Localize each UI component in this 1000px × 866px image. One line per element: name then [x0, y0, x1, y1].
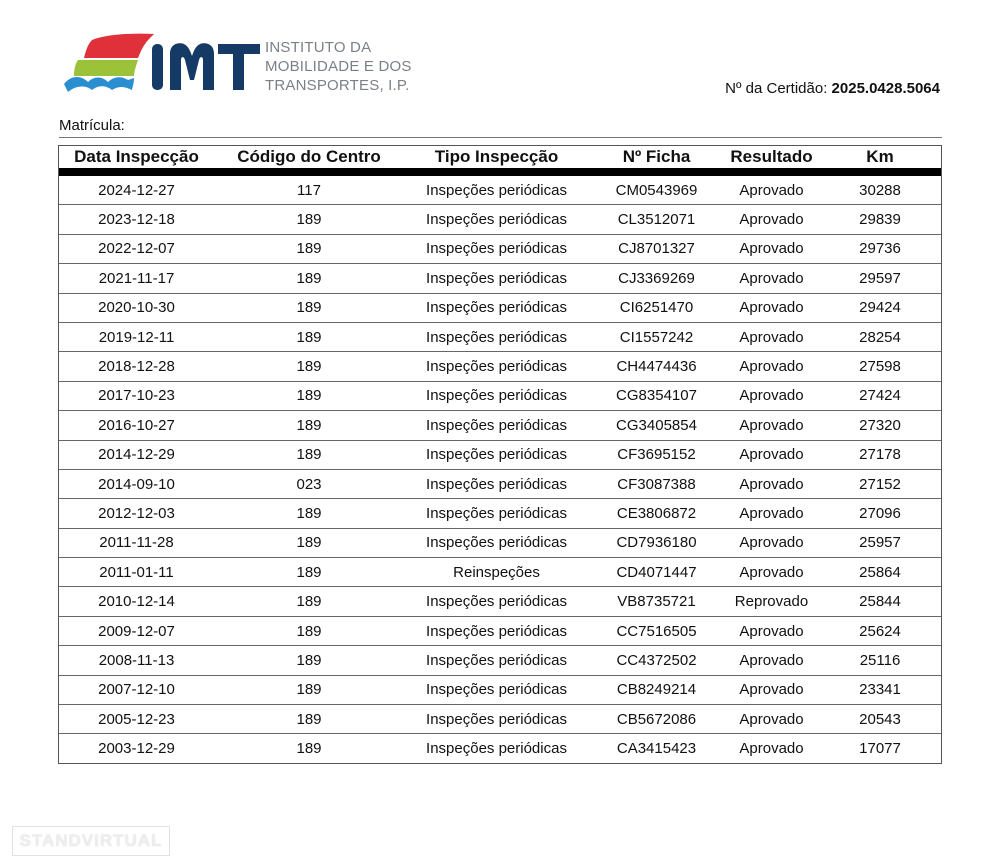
cell-sheet-number: CH4474436 [616, 358, 697, 376]
cell-result: Aprovado [739, 475, 804, 493]
cell-inspection-type: Inspeções periódicas [426, 475, 567, 493]
cell-inspection-type: Inspeções periódicas [426, 710, 567, 728]
table-row [59, 235, 941, 264]
cell-date: 2014-12-29 [98, 446, 175, 464]
cell-km: 29839 [859, 211, 901, 229]
table-row [59, 529, 941, 558]
cell-km: 29424 [859, 299, 901, 317]
cell-result: Aprovado [739, 622, 804, 640]
cell-result: Aprovado [739, 358, 804, 376]
cell-km: 27424 [859, 387, 901, 405]
column-header-date: Data Inspecção [74, 147, 199, 166]
plate-field [59, 117, 125, 134]
cell-inspection-type: Inspeções periódicas [426, 504, 567, 522]
cell-sheet-number: CJ8701327 [618, 240, 695, 258]
table-row [59, 205, 941, 234]
cell-center-code: 189 [296, 240, 322, 258]
cell-date: 2008-11-13 [98, 651, 175, 669]
cell-date: 2022-12-07 [98, 240, 175, 258]
cell-result: Aprovado [739, 681, 804, 699]
cell-inspection-type: Inspeções periódicas [426, 358, 567, 376]
cell-result: Aprovado [739, 211, 804, 229]
cell-inspection-type: Inspeções periódicas [426, 651, 567, 669]
cell-result: Aprovado [739, 328, 804, 346]
cell-date: 2009-12-07 [98, 622, 175, 640]
cell-date: 2005-12-23 [98, 710, 175, 728]
cell-km: 27178 [859, 446, 901, 464]
cell-sheet-number: VB8735721 [617, 593, 696, 611]
cell-center-code: 117 [297, 181, 321, 199]
cell-date: 2010-12-14 [98, 593, 175, 611]
cell-date: 2017-10-23 [98, 387, 175, 405]
cell-date: 2021-11-17 [98, 269, 175, 287]
cell-date: 2003-12-29 [98, 740, 175, 758]
cell-center-code: 189 [296, 710, 322, 728]
cell-date: 2011-01-11 [99, 563, 174, 581]
table-row [59, 323, 941, 352]
certificate-value: 2025.0428.5064 [831, 80, 940, 97]
cell-sheet-number: CJ3369269 [618, 269, 695, 287]
org-name-line: TRANSPORTES, I.P. [265, 77, 410, 94]
watermark: STANDVIRTUAL [12, 826, 170, 856]
column-header-km: Km [866, 147, 894, 166]
cell-km: 20543 [859, 710, 901, 728]
cell-date: 2018-12-28 [98, 358, 175, 376]
cell-km: 27320 [859, 416, 901, 434]
cell-sheet-number: CC7516505 [616, 622, 697, 640]
cell-km: 29736 [859, 240, 901, 258]
table-header [59, 146, 941, 176]
org-name-line: MOBILIDADE E DOS [265, 58, 412, 75]
inspection-table [58, 145, 942, 764]
column-header-sheet-number: Nº Ficha [622, 147, 691, 166]
cell-inspection-type: Inspeções periódicas [426, 181, 567, 199]
cell-inspection-type: Inspeções periódicas [426, 534, 567, 552]
cell-km: 27096 [859, 504, 901, 522]
cell-center-code: 189 [296, 416, 322, 434]
cell-inspection-type: Inspeções periódicas [426, 299, 567, 317]
cell-km: 27598 [859, 358, 901, 376]
cell-km: 30288 [859, 181, 901, 199]
org-name-line: INSTITUTO DA [265, 39, 372, 56]
table-row [59, 294, 941, 323]
cell-date: 2014-09-10 [98, 475, 175, 493]
table-row [59, 587, 941, 616]
cell-inspection-type: Reinspeções [453, 563, 540, 581]
cell-center-code: 189 [296, 681, 322, 699]
cell-result: Aprovado [739, 446, 804, 464]
cell-inspection-type: Inspeções periódicas [426, 446, 567, 464]
cell-sheet-number: CM0543969 [615, 181, 698, 199]
cell-result: Aprovado [739, 299, 804, 317]
column-header-result: Resultado [730, 147, 813, 166]
cell-center-code: 189 [296, 328, 322, 346]
table-row [59, 264, 941, 293]
table-body [59, 176, 941, 763]
cell-inspection-type: Inspeções periódicas [426, 240, 567, 258]
cell-result: Aprovado [739, 181, 804, 199]
cell-sheet-number: CC4372502 [616, 651, 697, 669]
cell-result: Aprovado [739, 534, 804, 552]
cell-sheet-number: CB8249214 [616, 681, 697, 699]
table-row [59, 734, 941, 762]
table-row [59, 499, 941, 528]
plate-label: Matrícula: [59, 117, 125, 134]
table-row [59, 617, 941, 646]
cell-km: 29597 [859, 269, 901, 287]
cell-km: 28254 [859, 328, 901, 346]
certificate-number [725, 80, 940, 97]
cell-inspection-type: Inspeções periódicas [426, 416, 567, 434]
cell-center-code: 189 [296, 358, 322, 376]
cell-result: Aprovado [739, 387, 804, 405]
cell-inspection-type: Inspeções periódicas [426, 387, 567, 405]
cell-inspection-type: Inspeções periódicas [426, 328, 567, 346]
cell-sheet-number: CD7936180 [616, 534, 697, 552]
cell-center-code: 189 [296, 504, 322, 522]
cell-center-code: 023 [296, 475, 322, 493]
column-header-inspection-type: Tipo Inspecção [434, 147, 559, 166]
cell-center-code: 189 [296, 299, 322, 317]
cell-km: 23341 [859, 681, 901, 699]
cell-result: Aprovado [739, 240, 804, 258]
table-row [59, 646, 941, 675]
table-row [59, 676, 941, 705]
cell-date: 2020-10-30 [98, 299, 175, 317]
cell-result: Aprovado [739, 269, 804, 287]
cell-center-code: 189 [296, 740, 322, 758]
cell-sheet-number: CF3695152 [617, 446, 696, 464]
cell-inspection-type: Inspeções periódicas [426, 681, 567, 699]
cell-km: 25957 [859, 534, 901, 552]
cell-sheet-number: CD4071447 [616, 563, 697, 581]
cell-inspection-type: Inspeções periódicas [426, 593, 567, 611]
cell-date: 2012-12-03 [98, 504, 175, 522]
table-row [59, 441, 941, 470]
cell-result: Aprovado [739, 416, 804, 434]
cell-km: 25844 [859, 593, 901, 611]
cell-result: Aprovado [739, 740, 804, 758]
imt-logo [62, 30, 262, 96]
cell-date: 2024-12-27 [98, 181, 175, 199]
cell-sheet-number: CI6251470 [619, 299, 694, 317]
cell-center-code: 189 [296, 269, 322, 287]
table-row [59, 558, 941, 587]
table-row [59, 470, 941, 499]
table-row [59, 382, 941, 411]
cell-km: 17077 [859, 740, 901, 758]
divider [59, 137, 942, 138]
cell-result: Aprovado [739, 710, 804, 728]
cell-result: Aprovado [739, 504, 804, 522]
cell-inspection-type: Inspeções periódicas [426, 622, 567, 640]
imt-logo-icon [62, 30, 262, 96]
cell-sheet-number: CE3806872 [616, 504, 697, 522]
cell-km: 25624 [859, 622, 901, 640]
cell-date: 2019-12-11 [98, 328, 175, 346]
table-row [59, 176, 941, 205]
cell-center-code: 189 [296, 651, 322, 669]
cell-sheet-number: CL3512071 [617, 211, 696, 229]
cell-sheet-number: CF3087388 [617, 475, 696, 493]
certificate-label: Nº da Certidão: [725, 80, 828, 97]
org-name [265, 38, 412, 95]
cell-date: 2011-11-28 [99, 534, 174, 552]
cell-sheet-number: CA3415423 [616, 740, 697, 758]
cell-center-code: 189 [296, 534, 322, 552]
table-row [59, 705, 941, 734]
cell-km: 25864 [859, 563, 901, 581]
table-row [59, 411, 941, 440]
cell-sheet-number: CG8354107 [616, 387, 697, 405]
cell-center-code: 189 [296, 387, 322, 405]
cell-sheet-number: CG3405854 [616, 416, 697, 434]
cell-km: 27152 [859, 475, 901, 493]
cell-result: Aprovado [739, 651, 804, 669]
cell-inspection-type: Inspeções periódicas [426, 740, 567, 758]
cell-center-code: 189 [296, 563, 322, 581]
cell-km: 25116 [859, 651, 901, 669]
cell-center-code: 189 [296, 446, 322, 464]
cell-date: 2023-12-18 [98, 211, 175, 229]
cell-result: Aprovado [739, 563, 804, 581]
cell-center-code: 189 [296, 622, 322, 640]
cell-sheet-number: CB5672086 [616, 710, 697, 728]
cell-date: 2016-10-27 [98, 416, 175, 434]
cell-date: 2007-12-10 [98, 681, 175, 699]
column-header-center-code: Código do Centro [237, 147, 381, 166]
cell-result: Reprovado [734, 593, 809, 611]
table-row [59, 352, 941, 381]
cell-inspection-type: Inspeções periódicas [426, 269, 567, 287]
cell-center-code: 189 [296, 211, 322, 229]
cell-sheet-number: CI1557242 [619, 328, 694, 346]
cell-inspection-type: Inspeções periódicas [426, 211, 567, 229]
cell-center-code: 189 [296, 593, 322, 611]
